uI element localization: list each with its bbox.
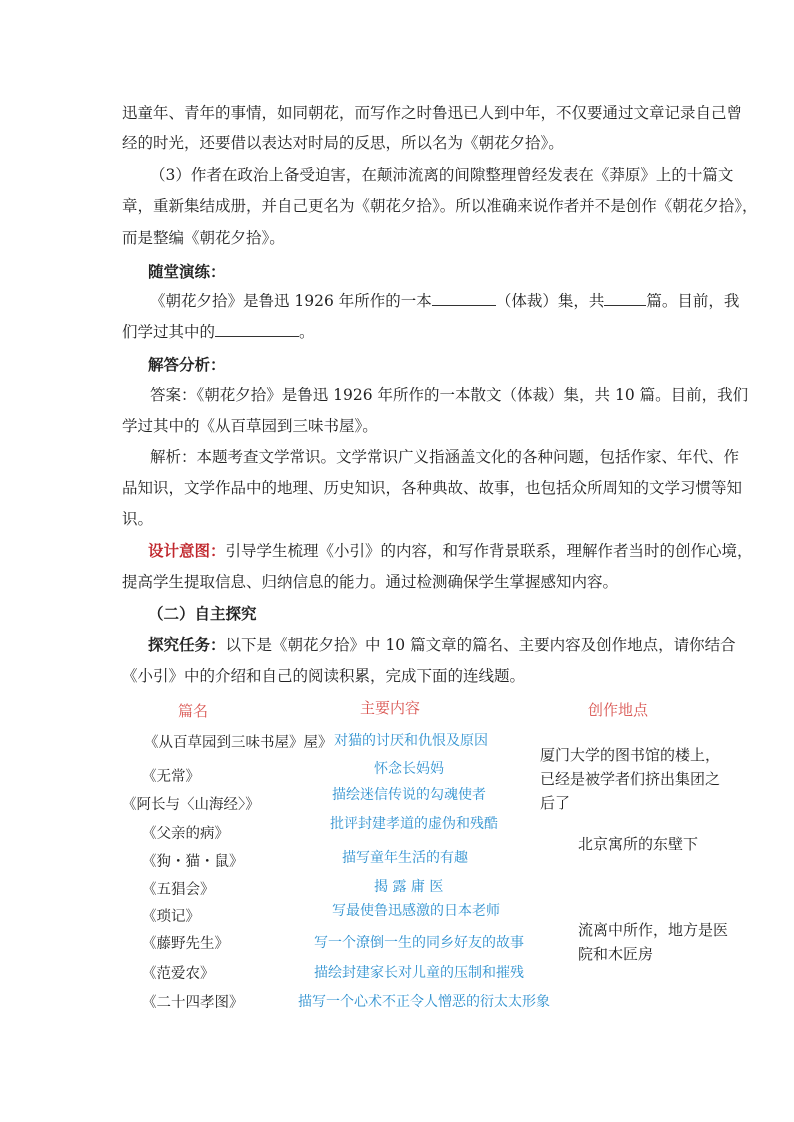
answer-line1: 答案：《朝花夕拾》是鲁迅 1926 年所作的一本散文（体裁）集，共 10 篇。目前，我们 (150, 386, 749, 404)
genre-blank[interactable] (432, 291, 496, 306)
content-7[interactable]: 写最使鲁迅感激的日本老师 (332, 903, 500, 919)
practice-question-line2 (122, 322, 315, 342)
explain-line3: 识。 (122, 510, 154, 528)
design-line1 (148, 541, 753, 561)
explain-line2: 品知识，文学作品中的地理、历史知识，各种典故、故事，也包括众所周知的文学习惯等知 (122, 479, 743, 497)
title-6[interactable]: 《五猖会》 (142, 882, 215, 898)
task-label: 探究任务： (148, 635, 226, 654)
title-1[interactable]: 《从百草园到三味书屋》屋》 (144, 735, 333, 751)
header-place: 创作地点 (588, 701, 649, 719)
title-5[interactable]: 《狗・猫・鼠》 (142, 854, 244, 870)
title-4[interactable]: 《父亲的病》 (142, 826, 229, 842)
q-line2-part2: 。 (299, 323, 315, 341)
answer-line2: 学过其中的《从百草园到三味书屋》。 (122, 417, 378, 435)
content-10[interactable]: 描写一个心术不正令人憎恶的衍太太形象 (298, 994, 550, 1010)
q-line2-part1: 们学过其中的 (122, 323, 216, 341)
q-part1: 《朝花夕拾》是鲁迅 1926 年所作的一本 (150, 292, 432, 310)
content-2[interactable]: 怀念长妈妈 (374, 761, 444, 777)
content-8[interactable]: 写一个潦倒一生的同乡好友的故事 (314, 935, 524, 951)
article-blank[interactable] (215, 322, 299, 337)
q-part3: 篇。目前，我 (646, 292, 740, 310)
header-title: 篇名 (178, 702, 209, 720)
p2-line2: 章，重新集结成册，并自己更名为《朝花夕拾》。所以准确来说作者并不是创作《朝花夕拾》， (122, 197, 758, 215)
content-1[interactable]: 对猫的讨厌和仇恨及原因 (334, 733, 488, 749)
explain-line1: 解析：本题考查文学常识。文学常识广义指涵盖文化的各种问题，包括作家、年代、作 (150, 448, 740, 466)
title-7[interactable]: 《琐记》 (142, 909, 200, 925)
content-3[interactable]: 描绘迷信传说的勾魂使者 (332, 787, 486, 803)
practice-question-line1 (150, 291, 739, 311)
title-9[interactable]: 《范爱农》 (142, 966, 215, 982)
p2-line3: 而是整编《朝花夕拾》。 (122, 229, 285, 247)
p1-line1: 迅童年、青年的事情，如同朝花，而写作之时鲁迅已人到中年，不仅要通过文章记录自己曾 (122, 104, 743, 122)
content-6[interactable]: 揭 露 庸 医 (374, 879, 444, 895)
analysis-heading: 解答分析： (148, 355, 226, 374)
task-line1 (148, 635, 736, 655)
header-content: 主要内容 (360, 699, 421, 717)
content-5[interactable]: 描写童年生活的有趣 (342, 850, 468, 866)
content-9[interactable]: 描绘封建家长对儿童的压制和摧残 (314, 965, 524, 981)
p1-line2: 经的时光，还要借以表达对时局的反思，所以名为《朝花夕拾》。 (122, 134, 564, 152)
design-text1: 引导学生梳理《小引》的内容，和写作背景联系，理解作者当时的创作心境， (225, 542, 753, 560)
place-1[interactable]: 厦门大学的图书馆的楼上，已经是被学者们挤出集团之后了 (540, 746, 721, 812)
title-3[interactable]: 《阿长与〈山海经〉》 (122, 797, 260, 813)
title-8[interactable]: 《藤野先生》 (142, 936, 229, 952)
task-text1: 以下是《朝花夕拾》中 10 篇文章的篇名、主要内容及创作地点，请你结合 (225, 636, 736, 654)
count-blank[interactable] (604, 291, 646, 306)
q-part2: （体裁）集，共 (495, 292, 605, 310)
practice-heading: 随堂演练： (148, 262, 226, 281)
content-4[interactable]: 批评封建孝道的虚伪和残酷 (330, 816, 498, 832)
place-2[interactable]: 北京寓所的东壁下 (578, 835, 699, 853)
task-line2: 《小引》中的介绍和自己的阅读积累，完成下面的连线题。 (122, 667, 526, 685)
p2-line1: （3）作者在政治上备受迫害，在颠沛流离的间隙整理曾经发表在《莽原》上的十篇文 (150, 166, 734, 184)
design-label: 设计意图： (148, 541, 226, 560)
title-2[interactable]: 《无常》 (142, 769, 200, 785)
design-line2: 提高学生提取信息、归纳信息的能力。通过检测确保学生掌握感知内容。 (122, 573, 619, 591)
section2-heading: （二）自主探究 (148, 604, 257, 623)
title-10[interactable]: 《二十四孝图》 (142, 995, 244, 1011)
place-3[interactable]: 流离中所作，地方是医院和木匠房 (578, 921, 729, 963)
